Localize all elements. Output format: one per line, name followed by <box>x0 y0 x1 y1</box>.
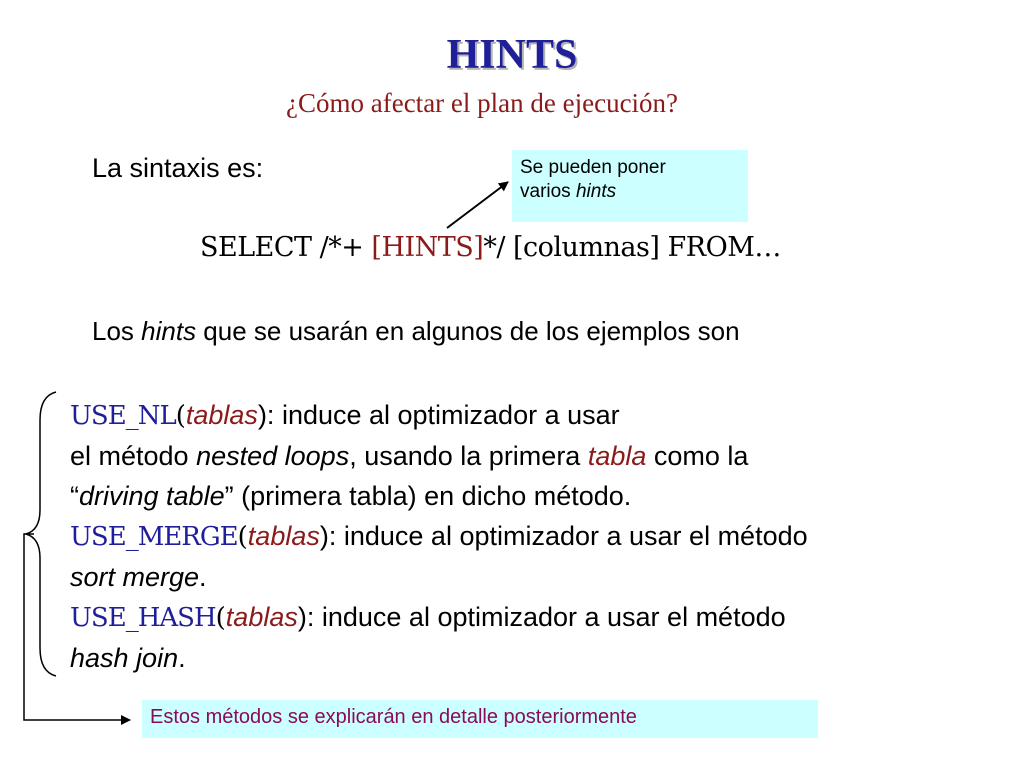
hint-use-nl-line-3: “driving table” (primera tabla) en dicho método. <box>70 481 632 511</box>
hint-use-hash-line-1: USE_HASH(tablas): induce al optimizador a usar el método <box>70 602 786 633</box>
hint-use-hash-line-2: hash join. <box>70 643 186 673</box>
slide-title: HINTS <box>446 32 578 78</box>
syntax-label: La sintaxis es: <box>92 153 264 183</box>
hint-use-nl-line-1: USE_NL(tablas): induce al optimizador a usar <box>70 400 620 431</box>
hint-name: USE_NL <box>70 401 176 431</box>
note-line-1: Se pueden poner <box>520 157 666 178</box>
hint-use-nl-line-2: el método nested loops, usando la primera tabla como la <box>70 441 749 471</box>
hints-note-box <box>512 150 748 222</box>
slide-subtitle: ¿Cómo afectar el plan de ejecución? <box>286 88 679 118</box>
bottom-note-box <box>142 700 818 738</box>
hint-name: USE_HASH <box>70 603 216 633</box>
hints-intro: Los hints que se usarán en algunos de los ejemplos son <box>92 316 740 346</box>
hint-use-merge-line-1: USE_MERGE(tablas): induce al optimizador a usar el método <box>70 521 808 552</box>
hints-list <box>70 395 970 678</box>
hints-brace <box>26 392 56 676</box>
bottom-note-text: Estos métodos se explicarán en detalle posteriormente <box>150 706 637 728</box>
hint-name: USE_MERGE <box>70 522 238 552</box>
note-line-2: varios hints <box>520 181 617 202</box>
code-hint-placeholder: [HINTS] <box>371 232 484 263</box>
hint-use-merge-line-2: sort merge. <box>70 562 207 592</box>
syntax-code-line: SELECT /*+ [HINTS]*/ [columnas] FROM… <box>200 232 781 263</box>
note-pointer-arrow <box>447 182 508 228</box>
